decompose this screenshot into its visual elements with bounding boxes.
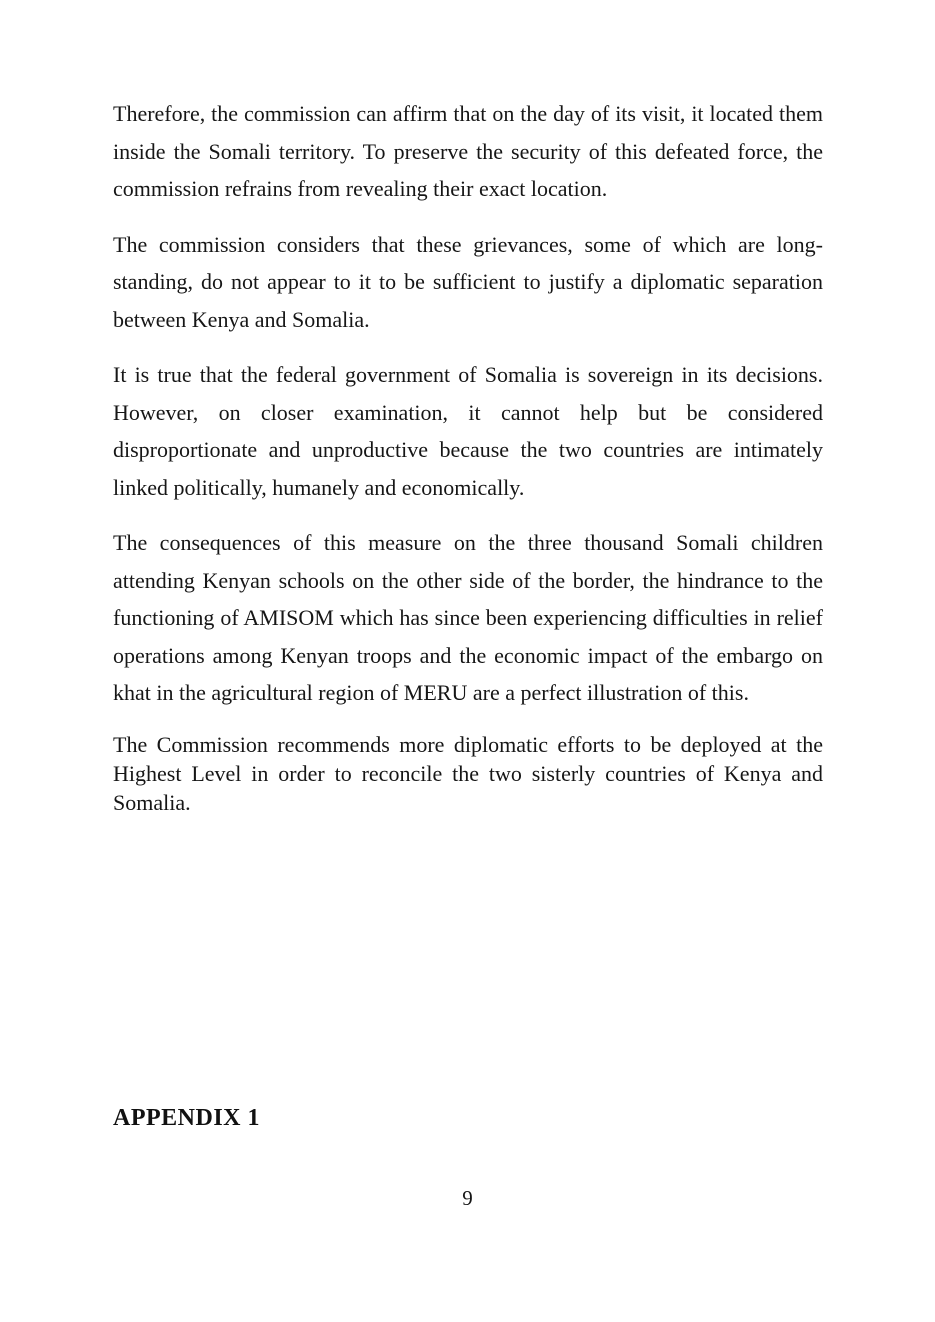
body-paragraph-1: Therefore, the commission can affirm that on the day of its visit, it located them inside the Somali territory. To preserve the security of this defeated force, the commission refrains from revealing their exact location. — [113, 101, 823, 201]
body-paragraph-4: The consequences of this measure on the three thousand Somali children attending Kenyan schools on the other side of the border, the hindrance to the functioning of AMISOM which has since been experiencing difficulties in relief operations among Kenyan troops and the economic impact of the embargo on khat in the agricultural region of MERU are a perfect illustration of this. — [113, 530, 823, 705]
page-content — [113, 95, 823, 1132]
body-paragraph-3: It is true that the federal government of Somalia is sovereign in its decisions. However, on closer examination, it cannot help but be considered disproportionate and unproductive because the two countries are intimately linked politically, humanely and economically. — [113, 362, 823, 500]
body-paragraph-2: The commission considers that these grievances, some of which are long-standing, do not appear to it to be sufficient to justify a diplomatic separation between Kenya and Somalia. — [113, 231, 823, 332]
page-number: 9 — [462, 1186, 473, 1210]
appendix-heading: APPENDIX 1 — [113, 1104, 260, 1131]
body-paragraph-5: The Commission recommends more diplomatic efforts to be deployed at the Highest Level in order to reconcile the two sisterly countries of Kenya and Somalia. — [113, 731, 823, 815]
